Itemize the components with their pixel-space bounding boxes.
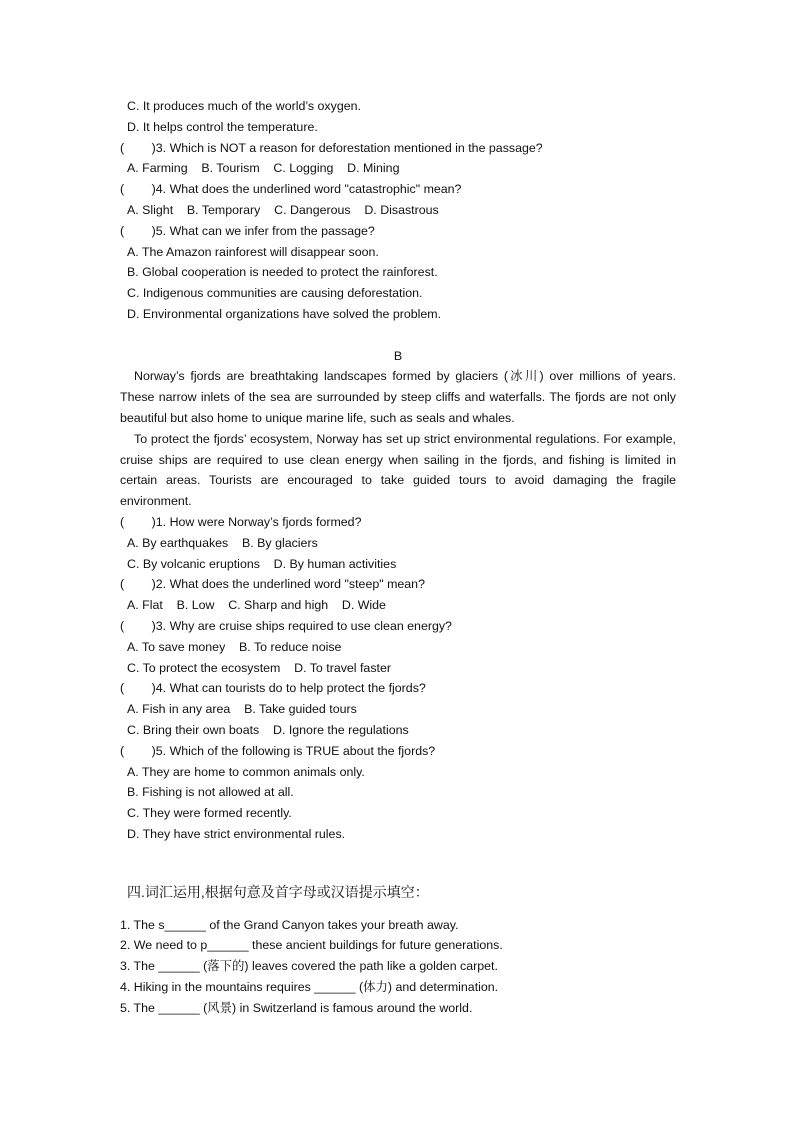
question-stem: ( )2. What does the underlined word "steep" mean?	[120, 577, 425, 592]
vocab-item: 4. Hiking in the mountains requires ______ (体力) and determination.	[120, 980, 499, 995]
option-line: C. By volcanic eruptions D. By human activities	[127, 556, 397, 571]
passage-text: To protect the fjords’ ecosystem, Norway has set up strict environmental regulations. For example, cruise ships are required to use clean energy when sailing in the fjords, and fishing is limited in certain areas. Tourists are encouraged to take guided tours to avoid damaging the fragile environment.	[120, 431, 676, 509]
option-line: D. Environmental organizations have solved the problem.	[127, 306, 442, 321]
question-stem: ( )3. Which is NOT a reason for deforestation mentioned in the passage?	[120, 140, 543, 155]
vocab-list	[120, 915, 676, 1019]
vocab-item: 2. We need to p______ these ancient buildings for future generations.	[120, 938, 503, 953]
option-line: A. Fish in any area B. Take guided tours	[127, 702, 357, 717]
question-stem: ( )1. How were Norway’s fjords formed?	[120, 514, 362, 529]
vocab-item: 5. The ______ (风景) in Switzerland is famous around the world.	[120, 1000, 473, 1015]
option-line: A. Slight B. Temporary C. Dangerous D. Disastrous	[127, 202, 439, 217]
option-line: A. The Amazon rainforest will disappear soon.	[127, 244, 379, 259]
question-stem: ( )3. Why are cruise ships required to use clean energy?	[120, 618, 452, 633]
option-line: A. Flat B. Low C. Sharp and high D. Wide	[127, 598, 386, 613]
option-line: C. It produces much of the world’s oxygen.	[127, 99, 361, 113]
section-heading: 四.词汇运用,根据句意及首字母或汉语提示填空：	[127, 883, 429, 900]
option-line: D. It helps control the temperature.	[127, 119, 318, 134]
question-stem: ( )5. Which of the following is TRUE about the fjords?	[120, 743, 436, 758]
option-line: B. Fishing is not allowed at all.	[127, 785, 294, 800]
passage-text: Norway’s fjords are breathtaking landscapes formed by glaciers (冰川) over millions of years. These narrow inlets of the sea are surrounded by steep cliffs and waterfalls. The fjords are not only beautiful but also home to unique marine life, such as seals and whales.	[120, 369, 676, 425]
option-line: C. Bring their own boats D. Ignore the regulations	[127, 722, 409, 737]
vocab-item: 3. The ______ (落下的) leaves covered the path like a golden carpet.	[120, 959, 498, 974]
option-line: C. Indigenous communities are causing deforestation.	[127, 286, 423, 301]
option-line: A. By earthquakes B. By glaciers	[127, 535, 318, 550]
passage-title: B	[393, 348, 403, 363]
passage-paragraph	[120, 429, 676, 512]
option-line: A. They are home to common animals only.	[127, 764, 365, 779]
vocab-item: 1. The s______ of the Grand Canyon takes your breath away.	[120, 917, 459, 932]
question-stem: ( )5. What can we infer from the passage?	[120, 223, 375, 238]
option-line: B. Global cooperation is needed to protect the rainforest.	[127, 265, 438, 280]
option-line: A. To save money B. To reduce noise	[127, 639, 342, 654]
option-line: A. Farming B. Tourism C. Logging D. Mining	[127, 161, 400, 176]
question-stem: ( )4. What does the underlined word "catastrophic" mean?	[120, 182, 462, 197]
option-line: D. They have strict environmental rules.	[127, 826, 346, 841]
worksheet-content	[120, 96, 676, 1019]
option-line: C. To protect the ecosystem D. To travel faster	[127, 660, 391, 675]
option-line: C. They were formed recently.	[127, 806, 292, 821]
passage-paragraph	[120, 366, 676, 428]
question-stem: ( )4. What can tourists do to help protect the fjords?	[120, 681, 426, 696]
